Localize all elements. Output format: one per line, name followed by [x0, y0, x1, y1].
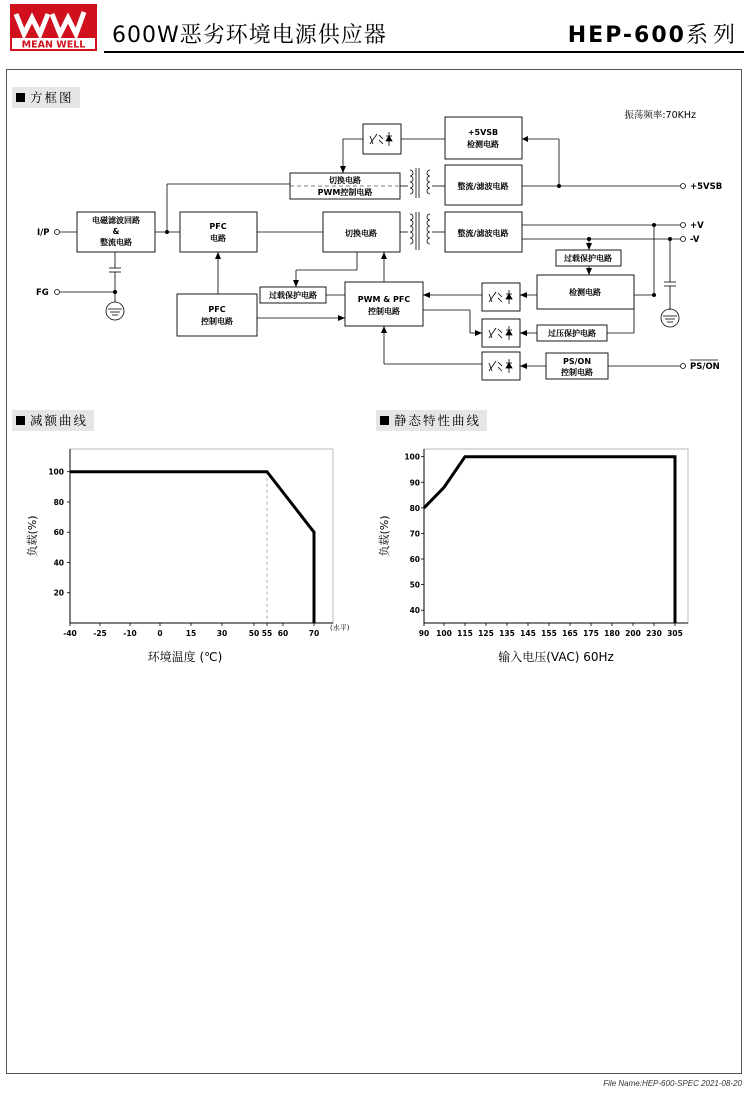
terminal-fg-label: FG — [36, 288, 49, 298]
section-static — [376, 410, 487, 431]
junction-dots — [113, 184, 672, 297]
derating-xtick-label: 30 — [216, 629, 228, 638]
block-pson-line2: 控制电路 — [561, 368, 593, 377]
static-xtick-label: 175 — [583, 629, 599, 638]
derating-x-unit: (水平) — [330, 624, 350, 632]
block-vsb-detect-line1: +5VSB — [467, 128, 499, 137]
block-pwm-pfc-line1: PWM & PFC — [357, 295, 411, 304]
block-pfc — [180, 212, 257, 252]
terminal-vsb-label: +5VSB — [690, 182, 723, 192]
static-ytick-label: 80 — [409, 503, 420, 513]
terminal-vplus-label: +V — [690, 221, 704, 231]
static-ytick-label: 90 — [409, 478, 420, 488]
derating-xtick-label: -10 — [123, 629, 137, 638]
derating-series-line — [70, 472, 314, 623]
derating-xtick-label: 50 — [248, 629, 260, 638]
block-olp-right-label: 过载保护电路 — [564, 254, 612, 263]
block-ovp-label: 过压保护电路 — [548, 329, 596, 338]
derating-xtick-label: 60 — [277, 629, 289, 638]
block-emi-line3: 整流电路 — [100, 238, 132, 247]
optocoupler-ovp-icon — [482, 319, 520, 347]
static-xtick-label: 165 — [562, 629, 578, 638]
section-title-text: 方框图 — [30, 90, 74, 105]
derating-xtick-label: -40 — [63, 629, 77, 638]
static-ytick-label: 100 — [404, 452, 420, 462]
derating-ytick-label: 20 — [53, 588, 64, 598]
block-vsb-detect-line2: 检测电路 — [467, 140, 499, 149]
static-xtick-label: 180 — [604, 629, 620, 638]
static-plot-frame — [424, 449, 688, 623]
terminal-vminus-label: -V — [690, 235, 700, 245]
block-pfc-line1: PFC — [209, 222, 227, 231]
derating-xlabel: 环境温度 (℃) — [147, 650, 223, 664]
block-switch-label: 切换电路 — [345, 229, 377, 238]
block-vsb-detect — [445, 117, 522, 159]
derating-ytick-label: 40 — [53, 558, 64, 568]
section-title-text: 静态特性曲线 — [394, 413, 482, 428]
block-vsb-switch-line1: 切换电路 — [329, 176, 361, 185]
block-olp-left-label: 过载保护电路 — [269, 291, 317, 300]
static-xtick-label: 125 — [478, 629, 494, 638]
bullet-square-icon — [380, 416, 389, 425]
optocoupler-detect-icon — [482, 283, 520, 311]
derating-ylabel: 负载(%) — [26, 515, 39, 557]
static-ytick-label: 50 — [409, 580, 420, 590]
derating-xtick-label: -25 — [93, 629, 107, 638]
block-pfc-ctrl — [177, 294, 257, 336]
static-xtick-label: 90 — [418, 629, 430, 638]
static-xtick-label: 100 — [436, 629, 452, 638]
static-series-line — [424, 457, 675, 623]
static-xtick-label: 145 — [520, 629, 536, 638]
model-series: 系列 — [685, 23, 740, 48]
static-xtick-label: 230 — [646, 629, 662, 638]
block-emi-line2: & — [112, 227, 120, 236]
transformer-icon — [410, 168, 430, 250]
block-rect-vsb-label: 整流/滤波电路 — [457, 182, 509, 191]
block-pfc-line2: 电路 — [210, 234, 226, 243]
derating-ytick-label: 60 — [53, 528, 64, 538]
optocoupler-vsb-icon — [363, 124, 401, 154]
section-title-text: 减额曲线 — [30, 413, 89, 428]
logo-text: MEAN WELL — [21, 39, 86, 51]
optocoupler-glyphs — [370, 132, 512, 373]
derating-xtick-label: 15 — [185, 629, 197, 638]
block-pwm-pfc-line2: 控制电路 — [368, 307, 400, 316]
static-xlabel: 输入电压(VAC) 60Hz — [498, 650, 614, 664]
derating-chart — [0, 440, 370, 680]
arrowheads — [215, 136, 592, 369]
block-pfc-ctrl-line2: 控制电路 — [201, 317, 233, 326]
model-number: HEP-600 — [567, 23, 686, 48]
static-xtick-label: 155 — [541, 629, 557, 638]
static-ylabel: 负载(%) — [378, 515, 391, 557]
derating-ytick-label: 80 — [53, 497, 64, 507]
derating-ytick-label: 100 — [48, 467, 64, 477]
static-ytick-label: 70 — [409, 529, 420, 539]
footer-filename: File Name:HEP-600-SPEC 2021-08-20 — [603, 1079, 742, 1088]
block-pson-line1: PS/ON — [562, 357, 592, 366]
bullet-square-icon — [16, 416, 25, 425]
static-xtick-label: 305 — [667, 629, 683, 638]
section-derating — [12, 410, 94, 431]
static-xtick-label: 200 — [625, 629, 641, 638]
block-pfc-ctrl-line1: PFC — [208, 305, 226, 314]
static-ytick-label: 60 — [409, 555, 420, 565]
page-title: 600W恶劣环境电源供应器 — [112, 23, 387, 48]
static-chart — [370, 440, 745, 680]
block-rect-main-label: 整流/滤波电路 — [457, 229, 509, 238]
block-emi-line1: 电磁滤波回路 — [92, 216, 140, 225]
derating-xtick-label: 55 — [261, 629, 273, 638]
block-diagram — [0, 0, 750, 400]
frequency-note: 振荡频率:70KHz — [624, 110, 696, 121]
static-ytick-label: 40 — [409, 606, 420, 616]
derating-plot-frame — [70, 449, 333, 623]
terminal-pson-label: PS/ON — [690, 362, 720, 372]
derating-xtick-label: 70 — [308, 629, 320, 638]
block-pwm-pfc — [345, 282, 423, 326]
static-xtick-label: 135 — [499, 629, 515, 638]
static-xtick-label: 115 — [457, 629, 473, 638]
block-vsb-switch-line2: PWM控制电路 — [317, 188, 373, 197]
derating-xtick-label: 0 — [157, 629, 163, 638]
block-detect-label: 检测电路 — [569, 288, 601, 297]
terminal-ip-label: I/P — [37, 228, 50, 238]
optocoupler-pson-icon — [482, 352, 520, 380]
